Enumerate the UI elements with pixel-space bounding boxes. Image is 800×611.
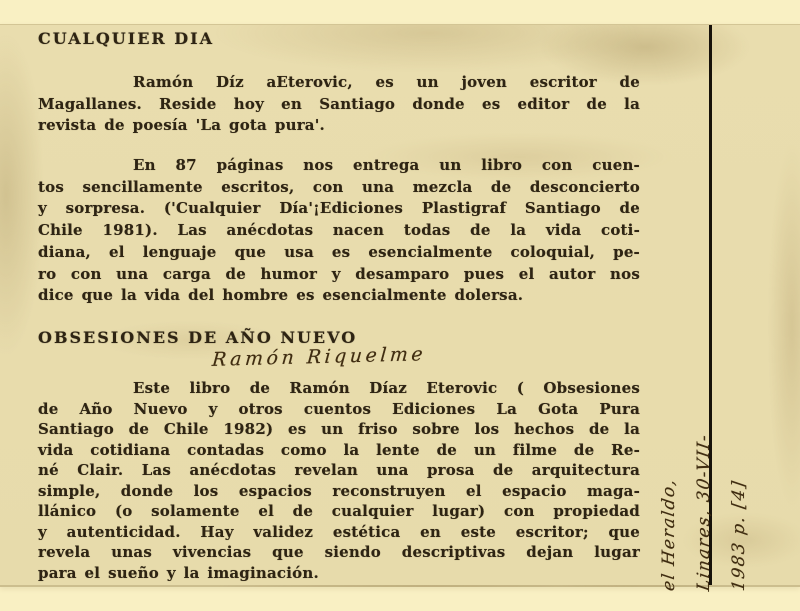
text-line: para el sueño y la imaginación. <box>38 563 319 582</box>
paragraph-review-obsesiones <box>38 378 640 583</box>
section-title-obsesiones: OBSESIONES DE AÑO NUEVO <box>38 328 358 347</box>
text-line: simple, donde los espacios reconstruyen el espacio maga- <box>38 481 640 500</box>
section-title-cualquier-dia: CUALQUIER DIA <box>38 29 215 48</box>
text-line: Ramón Díz aEterovic, es un joven escritor de <box>133 73 640 91</box>
text-line: de Año Nuevo y otros cuentos Ediciones La Gota Pura <box>38 399 640 418</box>
text-line: y autenticidad. Hay validez estética en este escritor; que <box>38 522 640 541</box>
text-line: En 87 páginas nos entrega un libro con cuen- <box>133 156 640 174</box>
text-line: tos sencillamente escritos, con una mezcla de desconcierto <box>38 177 640 196</box>
text-line: revela unas vivencias que siendo descriptivas dejan lugar <box>38 543 640 561</box>
text-line: Santiago de Chile 1982) es un friso sobre los hechos de la <box>38 420 640 438</box>
handwritten-margin-note-text <box>652 353 758 591</box>
text-line: y sorpresa. ('Cualquier Día'¡Ediciones Plastigraf Santiago de <box>38 199 640 218</box>
text-line: Linares, 30-VII- <box>694 432 714 593</box>
newspaper-clipping-scan <box>0 24 800 593</box>
text-line: né Clair. Las anécdotas revelan una prosa de arquitectura <box>38 461 640 479</box>
text-line: diana, el lenguaje que usa es esencialmente coloquial, pe- <box>38 242 640 261</box>
text-line: Este libro de Ramón Díaz Eterovic ( Obsesiones <box>133 379 640 397</box>
handwritten-author-name: Ramón Riquelme <box>211 343 428 371</box>
text-line: vida cotidiana contadas como la lente de un filme de Re- <box>38 440 640 459</box>
text-line: Chile 1981). Las anécdotas nacen todas de la vida coti- <box>38 221 640 240</box>
paragraph-review-cualquier-dia <box>38 155 640 307</box>
text-line: Magallanes. Reside hoy en Santiago donde es editor de la <box>38 94 640 113</box>
text-line: dice que la vida del hombre es esencialmente dolersa. <box>38 286 524 305</box>
handwritten-margin-note <box>652 353 758 591</box>
text-line: 1983 p. [4] <box>729 478 749 593</box>
text-line: ro con una carga de humor y desamparo pues el autor nos <box>38 264 640 283</box>
text-line: llánico (o solamente el de cualquier lugar) con propiedad <box>38 502 640 520</box>
paragraph-intro <box>38 72 640 137</box>
text-line: el Heraldo, <box>659 477 679 593</box>
text-line: revista de poesía 'La gota pura'. <box>38 116 325 134</box>
